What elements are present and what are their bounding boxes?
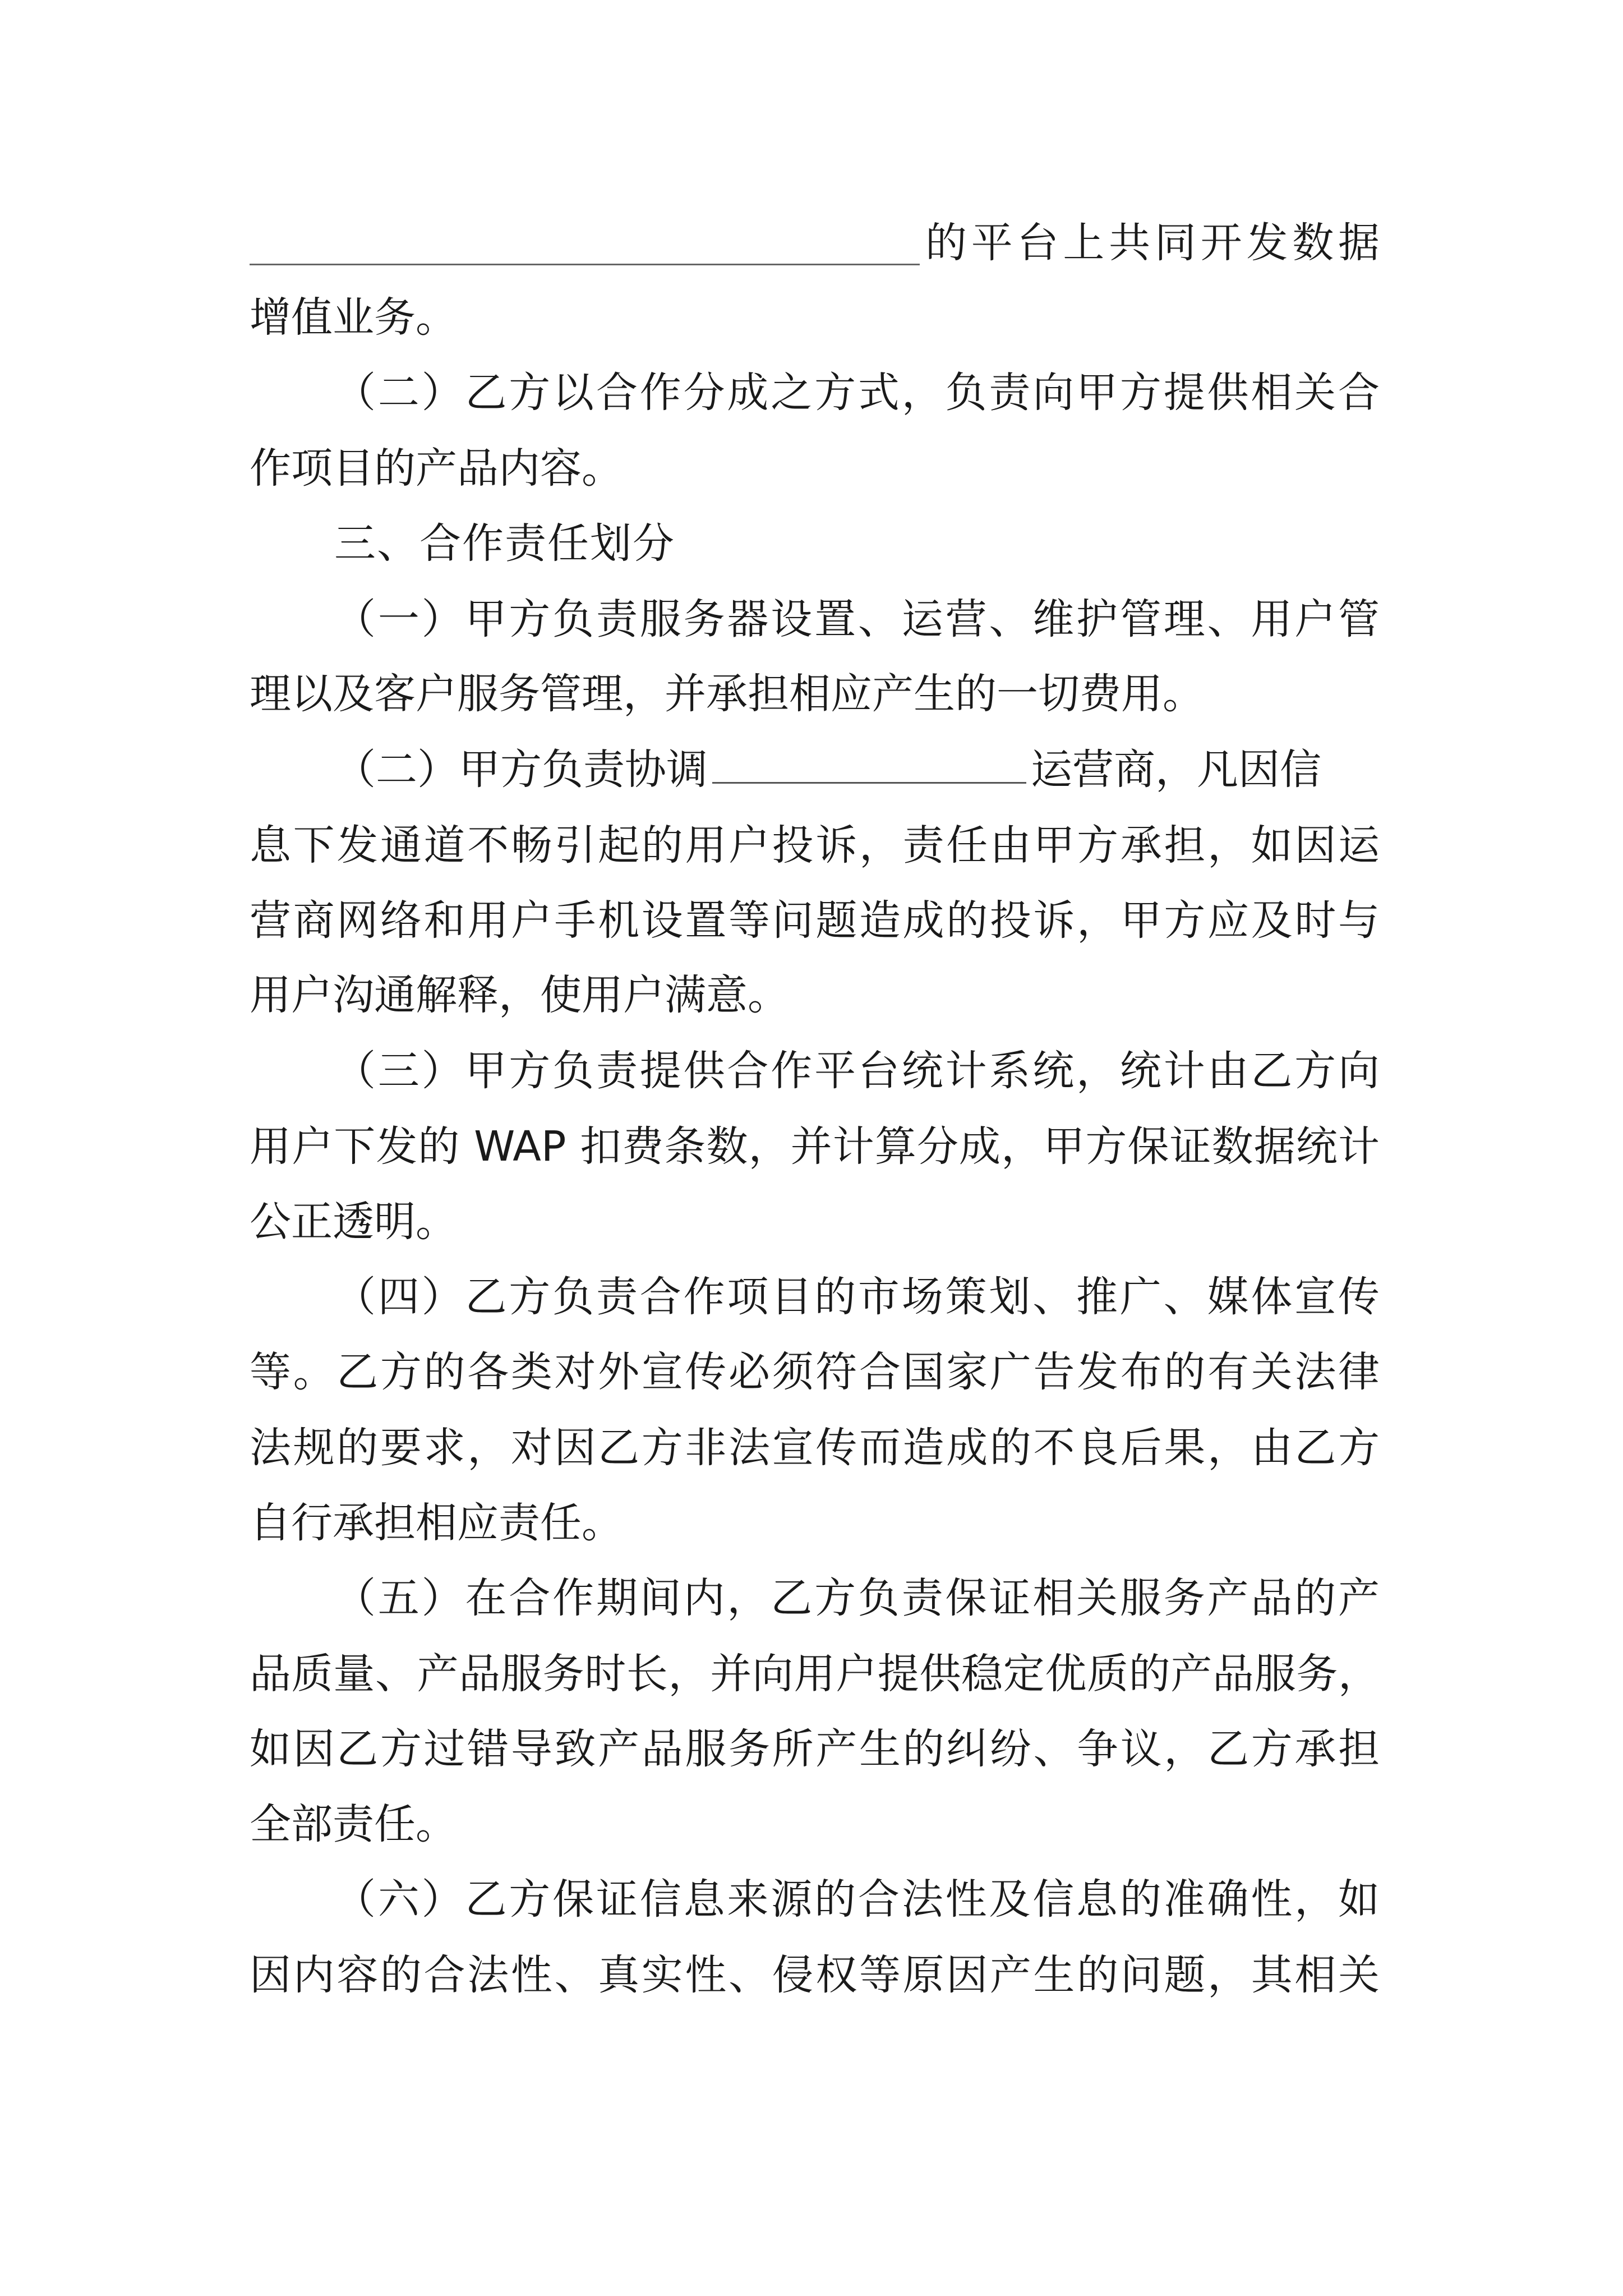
paragraph-line: （二）乙方以合作分成之方式，负责向甲方提供相关合 <box>334 369 1380 417</box>
paragraph-line: 增值业务。 <box>250 293 457 342</box>
paragraph-line: 公正透明。 <box>250 1198 457 1246</box>
paragraph-line: 用户下发的 WAP 扣费条数，并计算分成，甲方保证数据统计 <box>250 1122 1380 1171</box>
paragraph-line: 营商网络和用户手机设置等问题造成的投诉，甲方应及时与 <box>250 896 1380 945</box>
paragraph-line: 品质量、产品服务时长，并向用户提供稳定优质的产品服务， <box>250 1650 1380 1698</box>
fill-in-blank <box>712 743 1026 784</box>
paragraph-line: 作项目的产品内容。 <box>250 444 623 493</box>
paragraph-line: 的平台上共同开发数据 <box>925 219 1380 267</box>
paragraph-line: （一）甲方负责服务器设置、运营、维护管理、用户管 <box>334 595 1380 643</box>
paragraph-line: 全部责任。 <box>250 1800 457 1848</box>
paragraph-line: 息下发通道不畅引起的用户投诉，责任由甲方承担，如因运 <box>250 821 1380 869</box>
paragraph-line: 自行承担相应责任。 <box>250 1499 623 1547</box>
paragraph-line: （四）乙方负责合作项目的市场策划、推广、媒体宣传 <box>334 1273 1380 1321</box>
paragraph-line: 如因乙方过错导致产品服务所产生的纠纷、争议，乙方承担 <box>250 1725 1380 1773</box>
line-fragment: （二）甲方负责协调 <box>334 746 708 794</box>
paragraph-line: （三）甲方负责提供合作平台统计系统，统计由乙方向 <box>334 1047 1380 1095</box>
paragraph-line: 理以及客户服务管理，并承担相应产生的一切费用。 <box>250 670 1204 718</box>
paragraph-line <box>334 743 1380 797</box>
paragraph-line: 法规的要求，对因乙方非法宣传而造成的不良后果，由乙方 <box>250 1424 1380 1472</box>
paragraph-line: （五）在合作期间内，乙方负责保证相关服务产品的产 <box>334 1574 1380 1622</box>
fill-in-blank <box>250 218 920 265</box>
paragraph-line: 用户沟通解释，使用户满意。 <box>250 971 789 1019</box>
paragraph-line: （六）乙方保证信息来源的合法性及信息的准确性，如 <box>334 1875 1380 1924</box>
paragraph-line: 等。乙方的各类对外宣传必须符合国家广告发布的有关法律 <box>250 1348 1380 1396</box>
line-fragment: 运营商，凡因信 <box>1031 746 1321 794</box>
section-heading: 三、合作责任划分 <box>334 519 675 568</box>
paragraph-line: 因内容的合法性、真实性、侵权等原因产生的问题，其相关 <box>250 1951 1380 1999</box>
